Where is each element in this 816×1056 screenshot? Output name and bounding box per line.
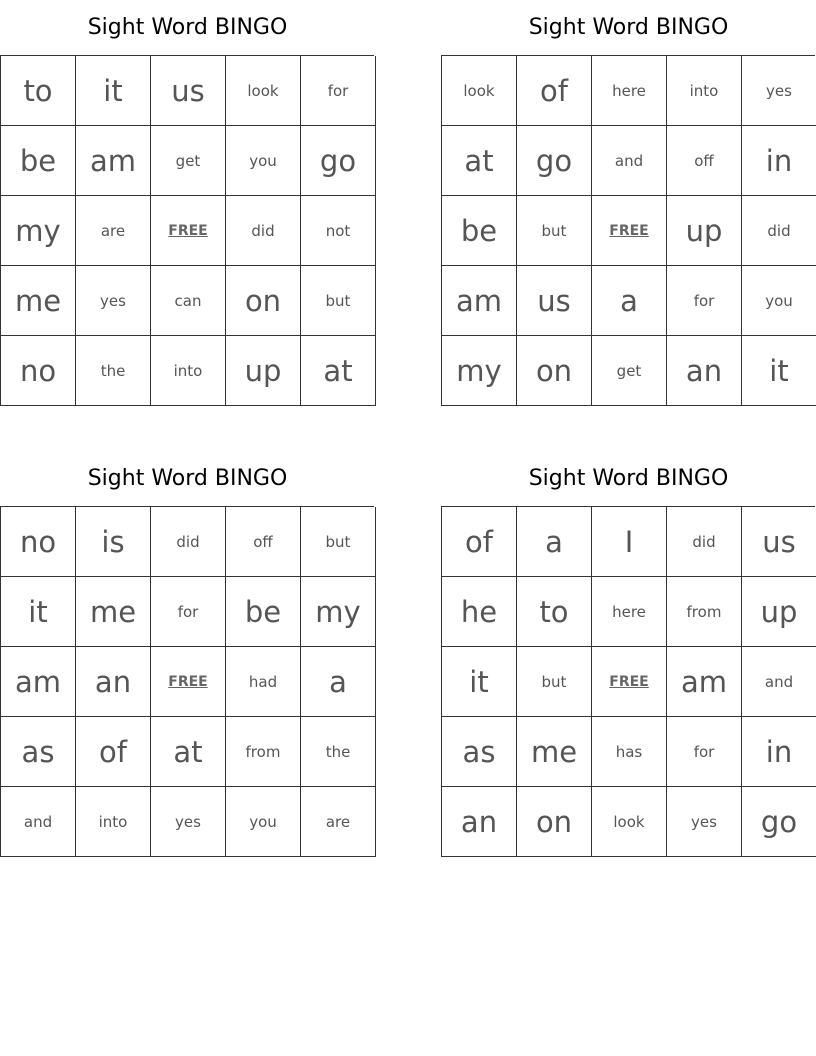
- word-cell: be: [226, 577, 301, 647]
- word-cell: in: [742, 717, 816, 787]
- word-cell: up: [667, 196, 742, 266]
- word-cell: you: [226, 126, 301, 196]
- word-cell: as: [442, 717, 517, 787]
- word-cell: are: [301, 787, 376, 857]
- word-cell: look: [226, 56, 301, 126]
- word-cell: and: [592, 126, 667, 196]
- bingo-card-1: [0, 0, 375, 406]
- word-cell: it: [76, 56, 151, 126]
- word-cell: no: [1, 507, 76, 577]
- word-cell: look: [592, 787, 667, 857]
- word-cell: it: [742, 336, 816, 406]
- word-cell: had: [226, 647, 301, 717]
- bingo-grid: [0, 55, 374, 406]
- word-cell: us: [151, 56, 226, 126]
- word-cell: for: [151, 577, 226, 647]
- word-cell: at: [151, 717, 226, 787]
- word-cell: am: [667, 647, 742, 717]
- word-cell: us: [517, 266, 592, 336]
- word-cell: and: [1, 787, 76, 857]
- word-cell: an: [76, 647, 151, 717]
- word-cell: be: [442, 196, 517, 266]
- word-cell: but: [301, 266, 376, 336]
- word-cell: the: [301, 717, 376, 787]
- word-cell: am: [76, 126, 151, 196]
- word-cell: yes: [151, 787, 226, 857]
- word-cell: I: [592, 507, 667, 577]
- word-cell: am: [442, 266, 517, 336]
- word-cell: an: [667, 336, 742, 406]
- word-cell: on: [517, 336, 592, 406]
- word-cell: my: [1, 196, 76, 266]
- word-cell: did: [226, 196, 301, 266]
- word-cell: a: [592, 266, 667, 336]
- word-cell: go: [742, 787, 816, 857]
- word-cell: can: [151, 266, 226, 336]
- word-cell: of: [76, 717, 151, 787]
- word-cell: it: [1, 577, 76, 647]
- bingo-card-4: [441, 451, 816, 857]
- word-cell: look: [442, 56, 517, 126]
- bingo-card-3: [0, 451, 375, 857]
- word-cell: a: [517, 507, 592, 577]
- word-cell: into: [151, 336, 226, 406]
- word-cell: into: [667, 56, 742, 126]
- word-cell: up: [742, 577, 816, 647]
- bingo-card-2: [441, 0, 816, 406]
- word-cell: off: [226, 507, 301, 577]
- word-cell: did: [742, 196, 816, 266]
- word-cell: you: [742, 266, 816, 336]
- word-cell: on: [226, 266, 301, 336]
- word-cell: me: [1, 266, 76, 336]
- word-cell: to: [517, 577, 592, 647]
- word-cell: but: [301, 507, 376, 577]
- free-space-cell: FREE: [592, 647, 667, 717]
- word-cell: get: [151, 126, 226, 196]
- word-cell: as: [1, 717, 76, 787]
- word-cell: yes: [742, 56, 816, 126]
- word-cell: an: [442, 787, 517, 857]
- word-cell: my: [442, 336, 517, 406]
- word-cell: am: [1, 647, 76, 717]
- free-space-cell: FREE: [151, 647, 226, 717]
- word-cell: be: [1, 126, 76, 196]
- word-cell: has: [592, 717, 667, 787]
- word-cell: did: [151, 507, 226, 577]
- free-space-cell: FREE: [592, 196, 667, 266]
- bingo-grid: [441, 55, 815, 406]
- word-cell: me: [76, 577, 151, 647]
- word-cell: yes: [76, 266, 151, 336]
- bingo-grid: [441, 506, 815, 857]
- word-cell: here: [592, 56, 667, 126]
- word-cell: me: [517, 717, 592, 787]
- word-cell: of: [517, 56, 592, 126]
- word-cell: not: [301, 196, 376, 266]
- word-cell: for: [301, 56, 376, 126]
- word-cell: up: [226, 336, 301, 406]
- word-cell: at: [442, 126, 517, 196]
- word-cell: from: [226, 717, 301, 787]
- word-cell: did: [667, 507, 742, 577]
- word-cell: and: [742, 647, 816, 717]
- word-cell: on: [517, 787, 592, 857]
- word-cell: a: [301, 647, 376, 717]
- word-cell: us: [742, 507, 816, 577]
- word-cell: for: [667, 266, 742, 336]
- word-cell: from: [667, 577, 742, 647]
- card-title: Sight Word BINGO: [87, 466, 288, 491]
- word-cell: in: [742, 126, 816, 196]
- word-cell: is: [76, 507, 151, 577]
- card-title: Sight Word BINGO: [87, 15, 288, 40]
- word-cell: get: [592, 336, 667, 406]
- word-cell: into: [76, 787, 151, 857]
- word-cell: you: [226, 787, 301, 857]
- word-cell: but: [517, 196, 592, 266]
- word-cell: go: [517, 126, 592, 196]
- word-cell: no: [1, 336, 76, 406]
- word-cell: my: [301, 577, 376, 647]
- bingo-grid: [0, 506, 374, 857]
- word-cell: to: [1, 56, 76, 126]
- card-title: Sight Word BINGO: [528, 466, 729, 491]
- word-cell: are: [76, 196, 151, 266]
- word-cell: go: [301, 126, 376, 196]
- free-space-cell: FREE: [151, 196, 226, 266]
- word-cell: off: [667, 126, 742, 196]
- word-cell: it: [442, 647, 517, 717]
- word-cell: here: [592, 577, 667, 647]
- word-cell: the: [76, 336, 151, 406]
- card-title: Sight Word BINGO: [528, 15, 729, 40]
- word-cell: yes: [667, 787, 742, 857]
- word-cell: he: [442, 577, 517, 647]
- word-cell: for: [667, 717, 742, 787]
- word-cell: of: [442, 507, 517, 577]
- word-cell: at: [301, 336, 376, 406]
- word-cell: but: [517, 647, 592, 717]
